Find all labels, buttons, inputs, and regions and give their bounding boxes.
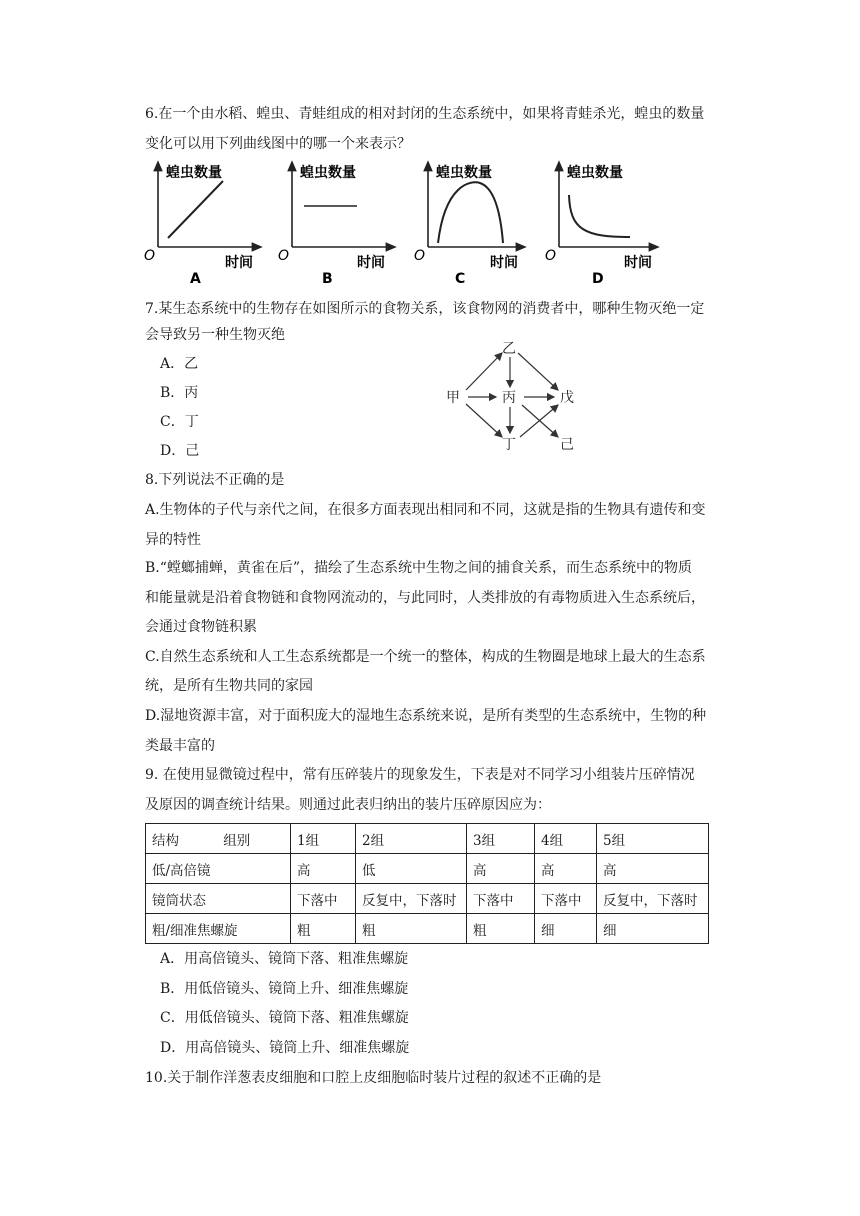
table-row-label: 镜筒状态 (146, 884, 291, 914)
graph-c-curve (438, 182, 503, 243)
q8-option-a-line-1[interactable]: A.生物体的子代与亲代之间，在很多方面表现出相同和不同，这就是指的生物具有遗传和变 (145, 502, 706, 518)
table-cell: 粗 (467, 914, 535, 944)
node-ji: 己 (560, 437, 574, 453)
table-row-label: 粗/细准焦螺旋 (146, 914, 291, 944)
q8-option-b-line-2: 和能量就是沿着食物链和食物网流动的，与此同时，人类排放的有毒物质进入生态系统后， (145, 590, 705, 606)
table-cell: 粗 (356, 914, 467, 944)
table-cell: 高 (535, 854, 597, 884)
q9-option-d[interactable]: D．用高倍镜头、镜筒上升、细准焦螺旋 (160, 1040, 410, 1056)
q8-option-d-line-1[interactable]: D.湿地资源丰富，对于面积庞大的湿地生态系统来说，是所有类型的生态系统中，生物的种 (145, 708, 707, 724)
table-cell: 下落中 (535, 884, 597, 914)
q8-option-c-line-2: 统，是所有生物共同的家园 (145, 678, 313, 694)
q7-option-a[interactable]: A．乙 (160, 356, 199, 372)
graph-c-origin: O (414, 248, 426, 264)
table-row (146, 884, 709, 914)
node-bing: 丙 (502, 390, 516, 406)
graph-b-ylabel: 蝗虫数量 (300, 165, 356, 181)
graph-d-letter: D (592, 271, 604, 285)
q7-line-1: 7.某生态系统中的生物存在如图所示的食物关系，该食物网的消费者中，哪种生物灭绝一定 (145, 301, 705, 317)
arrow-jia-ding (466, 404, 502, 437)
graph-d-origin: O (545, 248, 557, 264)
graph-b-origin: O (278, 248, 290, 264)
q9-line-2: 及原因的调查统计结果。则通过此表归纳出的装片压碎原因应为： (145, 797, 551, 813)
q7-option-b[interactable]: B．丙 (160, 385, 199, 401)
graph-a (144, 164, 258, 285)
q7-option-c[interactable]: C．丁 (160, 414, 199, 430)
q6-graphs (0, 155, 860, 285)
graph-a-letter: A (190, 271, 201, 285)
table-cell: 反复中，下落时 (597, 884, 709, 914)
q8-option-b-line-1[interactable]: B.“螳螂捕蝉，黄雀在后”，描绘了生态系统中生物之间的捕食关系，而生态系统中的物质 (145, 560, 693, 576)
q7-line-2: 会导致另一种生物灭绝 (145, 327, 285, 343)
q7-option-d[interactable]: D．己 (160, 443, 200, 459)
q9-option-c[interactable]: C．用低倍镜头、镜筒下落、粗准焦螺旋 (160, 1010, 409, 1026)
table-row (146, 824, 709, 854)
arrow-yi-wu (518, 353, 558, 390)
graph-b-letter: B (322, 271, 333, 285)
q6-line-1: 6.在一个由水稻、蝗虫、青蛙组成的相对封闭的生态系统中，如果将青蛙杀光，蝗虫的数量 (145, 106, 705, 122)
q8-option-a-line-2: 异的特性 (145, 532, 201, 548)
table-cell: 细 (597, 914, 709, 944)
survey-table (145, 823, 709, 944)
q9-option-b[interactable]: B．用低倍镜头、镜筒上升、细准焦螺旋 (160, 981, 409, 997)
table-cell: 下落中 (467, 884, 535, 914)
graph-d (545, 164, 655, 285)
table-header-cell: 5组 (597, 824, 709, 854)
table-cell: 高 (291, 854, 356, 884)
graph-c (414, 164, 522, 285)
graph-a-xlabel: 时间 (225, 255, 253, 271)
graph-c-letter: C (455, 271, 466, 285)
q10-stem: 10.关于制作洋葱表皮细胞和口腔上皮细胞临时装片过程的叙述不正确的是 (145, 1070, 602, 1086)
table-cell: 高 (597, 854, 709, 884)
q8-option-d-line-2: 类最丰富的 (145, 738, 215, 754)
table-cell: 细 (535, 914, 597, 944)
table-row-label: 低/高倍镜 (146, 854, 291, 884)
arrow-jia-yi (466, 353, 502, 390)
q6-line-2: 变化可以用下列曲线图中的哪一个来表示？ (145, 136, 411, 152)
table-row (146, 854, 709, 884)
table-header-cell: 4组 (535, 824, 597, 854)
q8-option-c-line-1[interactable]: C.自然生态系统和人工生态系统都是一个统一的整体，构成的生物圈是地球上最大的生态系 (145, 649, 706, 665)
graph-b-xlabel: 时间 (357, 255, 385, 271)
table-header-cell: 1组 (291, 824, 356, 854)
q9-line-1: 9. 在使用显微镜过程中，常有压碎装片的现象发生，下表是对不同学习小组装片压碎情况 (145, 767, 695, 783)
q9-option-a[interactable]: A．用高倍镜头、镜筒下落、粗准焦螺旋 (160, 951, 409, 967)
graph-c-ylabel: 蝗虫数量 (436, 165, 492, 181)
table-cell: 高 (467, 854, 535, 884)
node-jia: 甲 (446, 390, 460, 406)
q8-option-b-line-3: 会通过食物链积累 (145, 619, 257, 635)
node-yi: 乙 (502, 341, 516, 357)
table-cell: 反复中，下落时 (356, 884, 467, 914)
table-cell: 低 (356, 854, 467, 884)
q8-stem: 8.下列说法不正确的是 (145, 472, 285, 488)
table-header-cell (146, 824, 291, 854)
table-row (146, 914, 709, 944)
table-cell: 粗 (291, 914, 356, 944)
table-header-cell: 3组 (467, 824, 535, 854)
graph-d-ylabel: 蝗虫数量 (567, 165, 623, 181)
graph-a-curve (168, 181, 223, 238)
graph-a-origin: O (144, 248, 156, 264)
graph-d-curve (569, 195, 630, 237)
graph-d-xlabel: 时间 (624, 255, 652, 271)
node-ding: 丁 (502, 437, 516, 453)
table-cell: 下落中 (291, 884, 356, 914)
header-group: 组别 (223, 832, 251, 849)
graph-c-xlabel: 时间 (490, 255, 518, 271)
graph-a-ylabel: 蝗虫数量 (166, 165, 222, 181)
table-header-cell: 2组 (356, 824, 467, 854)
node-wu: 戊 (560, 390, 574, 406)
header-structure: 结构 (152, 832, 179, 849)
graph-b (278, 164, 392, 285)
food-web-diagram (440, 335, 620, 465)
